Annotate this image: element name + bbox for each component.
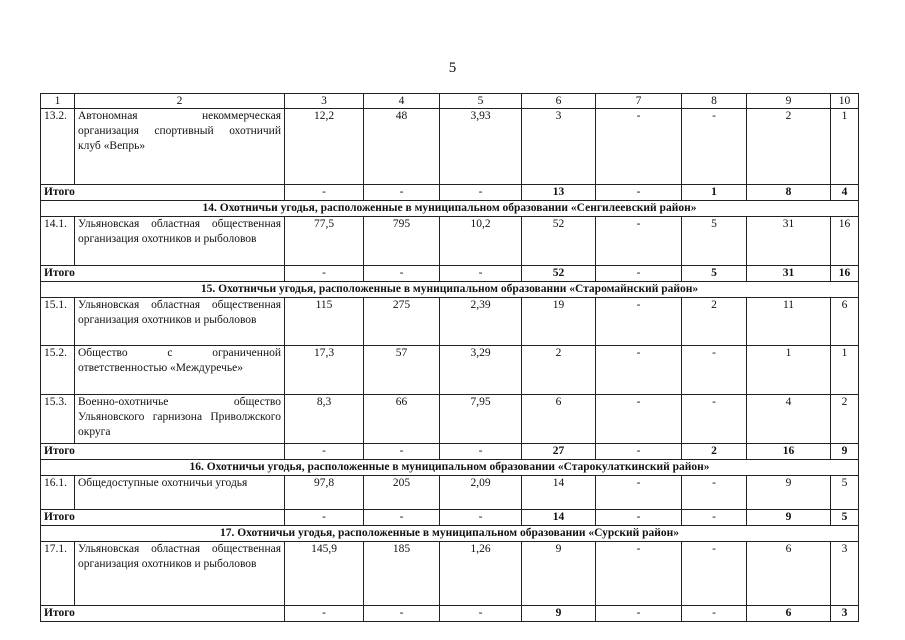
total-label: Итого xyxy=(41,185,285,201)
total-value: - xyxy=(682,606,747,622)
row-index: 15.1. xyxy=(41,298,75,346)
row-index: 14.1. xyxy=(41,217,75,266)
row-value: 1 xyxy=(831,109,859,185)
table-row xyxy=(41,346,859,395)
row-value: 275 xyxy=(364,298,440,346)
total-value: - xyxy=(440,185,522,201)
section-title: 16. Охотничьи угодья, расположенные в муниципальном образовании «Старокулаткинский район» xyxy=(41,460,859,476)
total-value: - xyxy=(285,510,364,526)
row-value: 48 xyxy=(364,109,440,185)
row-value: 66 xyxy=(364,395,440,444)
row-value: 6 xyxy=(522,395,596,444)
table-row xyxy=(41,476,859,510)
organization-name: Ульяновская областная общественная организация охотников и рыболовов xyxy=(75,217,285,266)
total-value: 3 xyxy=(831,606,859,622)
row-value: - xyxy=(596,298,682,346)
total-row xyxy=(41,510,859,526)
row-index: 15.2. xyxy=(41,346,75,395)
total-value: 9 xyxy=(747,510,831,526)
total-row xyxy=(41,266,859,282)
row-value: 97,8 xyxy=(285,476,364,510)
row-value: 77,5 xyxy=(285,217,364,266)
row-value: 11 xyxy=(747,298,831,346)
page-number: 5 xyxy=(448,60,457,76)
row-value: 2,09 xyxy=(440,476,522,510)
row-value: 3 xyxy=(522,109,596,185)
row-value: 205 xyxy=(364,476,440,510)
row-value: 9 xyxy=(747,476,831,510)
total-value: - xyxy=(364,185,440,201)
row-value: 2 xyxy=(522,346,596,395)
row-value: - xyxy=(596,109,682,185)
column-number: 7 xyxy=(596,94,682,109)
total-value: 5 xyxy=(682,266,747,282)
total-row xyxy=(41,185,859,201)
total-value: - xyxy=(285,606,364,622)
column-number-row xyxy=(41,94,859,109)
row-value: 5 xyxy=(682,217,747,266)
table-row xyxy=(41,542,859,606)
organization-name: Военно-охотничье общество Ульяновского гарнизона Приволжского округа xyxy=(75,395,285,444)
total-value: 52 xyxy=(522,266,596,282)
total-label: Итого xyxy=(41,266,285,282)
total-value: 16 xyxy=(831,266,859,282)
row-value: 10,2 xyxy=(440,217,522,266)
row-value: 52 xyxy=(522,217,596,266)
column-number: 3 xyxy=(285,94,364,109)
row-value: - xyxy=(682,395,747,444)
total-value: - xyxy=(440,510,522,526)
organization-name: Общедоступные охотничьи угодья xyxy=(75,476,285,510)
organization-name: Ульяновская областная общественная организация охотников и рыболовов xyxy=(75,542,285,606)
total-value: - xyxy=(364,444,440,460)
row-value: 115 xyxy=(285,298,364,346)
total-value: 2 xyxy=(682,444,747,460)
total-value: - xyxy=(596,510,682,526)
section-header-row xyxy=(41,201,859,217)
total-value: - xyxy=(364,266,440,282)
section-header-row xyxy=(41,526,859,542)
row-value: 1,26 xyxy=(440,542,522,606)
total-value: 16 xyxy=(747,444,831,460)
total-label: Итого xyxy=(41,510,285,526)
row-value: 1 xyxy=(831,346,859,395)
total-value: - xyxy=(285,266,364,282)
row-value: 9 xyxy=(522,542,596,606)
total-value: 6 xyxy=(747,606,831,622)
row-value: 31 xyxy=(747,217,831,266)
row-value: - xyxy=(596,476,682,510)
row-value: 4 xyxy=(747,395,831,444)
total-value: - xyxy=(596,266,682,282)
total-value: 4 xyxy=(831,185,859,201)
row-value: 7,95 xyxy=(440,395,522,444)
table-row xyxy=(41,109,859,185)
row-value: 19 xyxy=(522,298,596,346)
total-value: - xyxy=(440,444,522,460)
column-number: 9 xyxy=(747,94,831,109)
row-value: 8,3 xyxy=(285,395,364,444)
total-value: 8 xyxy=(747,185,831,201)
table-row xyxy=(41,217,859,266)
total-value: - xyxy=(364,510,440,526)
total-value: - xyxy=(285,444,364,460)
total-row xyxy=(41,606,859,622)
total-value: 5 xyxy=(831,510,859,526)
column-number: 6 xyxy=(522,94,596,109)
row-value: 2 xyxy=(747,109,831,185)
total-value: 9 xyxy=(831,444,859,460)
hunting-grounds-table xyxy=(40,93,859,622)
organization-name: Автономная некоммерческая организация спортивный охотничий клуб «Вепрь» xyxy=(75,109,285,185)
row-index: 15.3. xyxy=(41,395,75,444)
total-value: - xyxy=(364,606,440,622)
total-label: Итого xyxy=(41,606,285,622)
total-row xyxy=(41,444,859,460)
total-value: - xyxy=(440,606,522,622)
section-title: 14. Охотничьи угодья, расположенные в муниципальном образовании «Сенгилеевский район» xyxy=(41,201,859,217)
table-row xyxy=(41,298,859,346)
row-value: 3,93 xyxy=(440,109,522,185)
total-value: 1 xyxy=(682,185,747,201)
row-value: - xyxy=(682,109,747,185)
row-value: - xyxy=(682,346,747,395)
row-index: 16.1. xyxy=(41,476,75,510)
section-header-row xyxy=(41,460,859,476)
row-value: - xyxy=(596,542,682,606)
total-value: - xyxy=(596,606,682,622)
column-number: 8 xyxy=(682,94,747,109)
row-value: - xyxy=(596,346,682,395)
section-title: 17. Охотничьи угодья, расположенные в муниципальном образовании «Сурский район» xyxy=(41,526,859,542)
row-value: 17,3 xyxy=(285,346,364,395)
row-value: - xyxy=(682,542,747,606)
row-value: 14 xyxy=(522,476,596,510)
total-value: - xyxy=(596,185,682,201)
row-value: 12,2 xyxy=(285,109,364,185)
row-value: 795 xyxy=(364,217,440,266)
row-value: 16 xyxy=(831,217,859,266)
total-value: 14 xyxy=(522,510,596,526)
total-value: 27 xyxy=(522,444,596,460)
total-value: - xyxy=(596,444,682,460)
row-value: 5 xyxy=(831,476,859,510)
column-number: 1 xyxy=(41,94,75,109)
column-number: 5 xyxy=(440,94,522,109)
column-number: 2 xyxy=(75,94,285,109)
total-value: - xyxy=(440,266,522,282)
row-index: 13.2. xyxy=(41,109,75,185)
organization-name: Ульяновская областная общественная организация охотников и рыболовов xyxy=(75,298,285,346)
row-value: 3 xyxy=(831,542,859,606)
total-label: Итого xyxy=(41,444,285,460)
section-title: 15. Охотничьи угодья, расположенные в муниципальном образовании «Старомайнский район» xyxy=(41,282,859,298)
total-value: - xyxy=(285,185,364,201)
row-value: 3,29 xyxy=(440,346,522,395)
row-value: 185 xyxy=(364,542,440,606)
row-value: 6 xyxy=(747,542,831,606)
row-value: 2,39 xyxy=(440,298,522,346)
total-value: - xyxy=(682,510,747,526)
row-value: 2 xyxy=(682,298,747,346)
column-number: 4 xyxy=(364,94,440,109)
row-index: 17.1. xyxy=(41,542,75,606)
row-value: - xyxy=(682,476,747,510)
row-value: 6 xyxy=(831,298,859,346)
total-value: 9 xyxy=(522,606,596,622)
row-value: 145,9 xyxy=(285,542,364,606)
section-header-row xyxy=(41,282,859,298)
row-value: 57 xyxy=(364,346,440,395)
column-number: 10 xyxy=(831,94,859,109)
row-value: 1 xyxy=(747,346,831,395)
row-value: - xyxy=(596,217,682,266)
total-value: 13 xyxy=(522,185,596,201)
organization-name: Общество с ограниченной ответственностью «Междуречье» xyxy=(75,346,285,395)
row-value: - xyxy=(596,395,682,444)
table-row xyxy=(41,395,859,444)
total-value: 31 xyxy=(747,266,831,282)
row-value: 2 xyxy=(831,395,859,444)
